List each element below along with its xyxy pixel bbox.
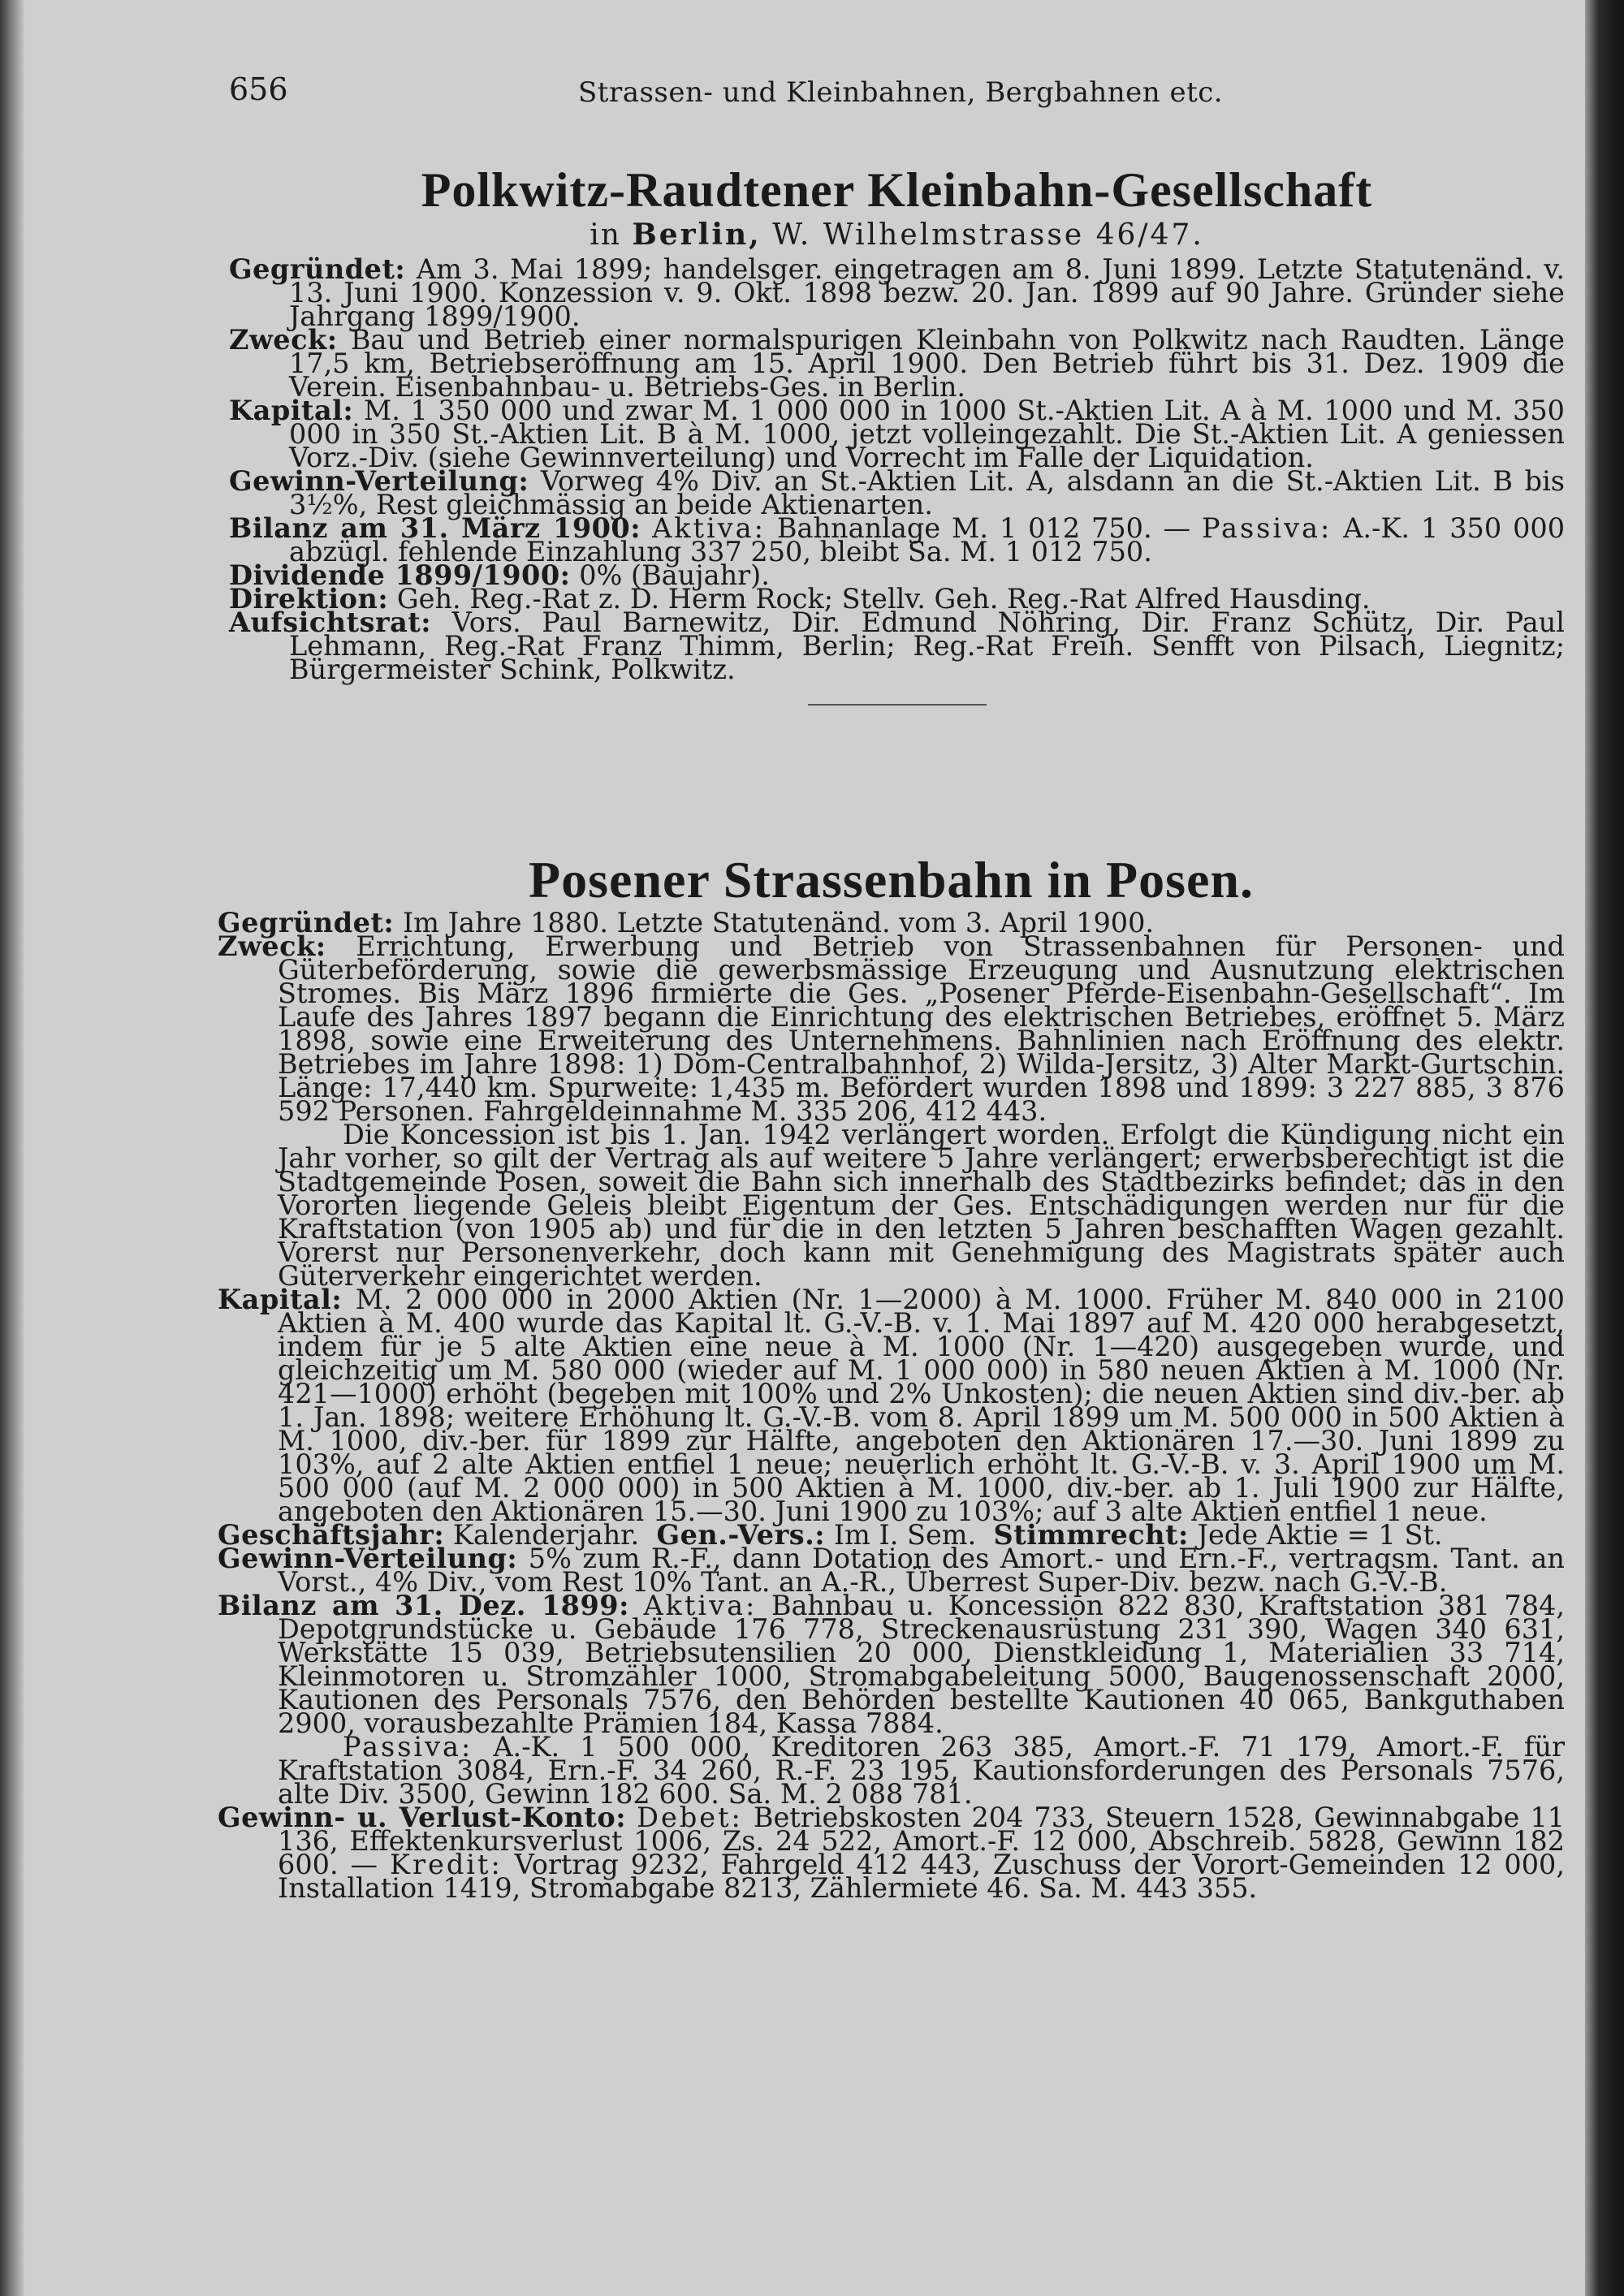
- field-bilanz-passiva: [218, 1731, 1565, 1810]
- label-gewinn-verteilung: Gewinn-Verteilung:: [229, 465, 529, 497]
- entry-body-polkwitz: [229, 253, 1566, 685]
- text-debet: Betriebskosten 204 733, Steuern 1528, Gewinnabgabe 11 136, Effektenkursverlust 1006, Zs. 24 522, Amort.-F. 12 000, Abschreib. 5828, Gewinn 182 600. —: [278, 1802, 1566, 1880]
- text-direktion: Geh. Reg.-Rat z. D. Herm Rock; Stellv. Geh. Reg.-Rat Alfred Hausding.: [396, 583, 1371, 615]
- label-kapital: Kapital:: [218, 1284, 343, 1315]
- label-gen-vers: Gen.-Vers.:: [656, 1519, 826, 1551]
- entry-posen: [218, 851, 1566, 1904]
- label-debet: Debet:: [637, 1802, 743, 1833]
- label-kredit: Kredit:: [389, 1849, 503, 1880]
- field-bilanz: [218, 1590, 1565, 1739]
- label-bilanz: Bilanz am 31. März 1900:: [229, 512, 641, 544]
- text-gen-vers: Im I. Sem.: [833, 1519, 977, 1551]
- running-head-title: Strassen- und Kleinbahnen, Bergbahnen etc.: [578, 76, 1224, 109]
- scan-edge-right: [1585, 0, 1624, 2296]
- entry-polkwitz: [229, 162, 1565, 727]
- label-gegruendet: Gegründet:: [229, 253, 406, 285]
- company-title-polkwitz: Polkwitz-Raudtener Kleinbahn-Gesellschaft: [421, 163, 1373, 217]
- text-gewinn-verteilung: 5% zum R.-F., dann Dotation des Amort.- und Ern.-F., vertragsm. Tant. an Vorst., 4% Div., vom Rest 10% Tant. an A.-R., Überrest Super-Div. bezw. nach G.-V.-B.: [278, 1543, 1565, 1598]
- section-divider: [808, 704, 987, 706]
- label-geschaeftsjahr: Geschäftsjahr:: [218, 1519, 445, 1551]
- label-zweck: Zweck:: [229, 324, 338, 356]
- text-stimmrecht: Jede Aktie = 1 St.: [1197, 1519, 1443, 1551]
- field-zweck-koncession: Die Koncession ist bis 1. Jan. 1942 verlängert worden. Erfolgt die Kündigung nicht ein Jahr vorher, so gilt der Vertrag als auf weitere 5 Jahre verlängert; erwerbsberechtigt ist die Stadtgemeinde Posen, soweit die Bahn sich innerhalb des Stadtbezirks befindet; das in den Vororten liegende Geleis bleibt Eigentum der Ges. Entschädigungen werden nur für die Kraftstation (von 1905 ab) und für die in den letzten 5 Jahren beschafften Wagen gezahlt. Vorerst nur Personenverkehr, doch kann mit Genehmigung des Magistrats später auch Güterverkehr eingerichtet werden.: [278, 1119, 1565, 1292]
- label-gewinn-verteilung: Gewinn-Verteilung:: [218, 1543, 518, 1574]
- field-bilanz: [229, 512, 1566, 568]
- field-gewinn-verlust-konto: [218, 1802, 1566, 1904]
- label-passiva: Passiva:: [343, 1731, 473, 1763]
- running-head: [213, 71, 1565, 120]
- field-kapital: [229, 395, 1565, 473]
- scan-edge-left: [0, 0, 24, 2296]
- entry-body-posen: [218, 907, 1566, 1904]
- label-aufsichtsrat: Aufsichtsrat:: [229, 606, 432, 638]
- text-geschaeftsjahr: Kalenderjahr.: [452, 1519, 640, 1551]
- field-gegruendet: [229, 253, 1565, 332]
- text-gegruendet: Im Jahre 1880. Letzte Statutenänd. vom 3. April 1900.: [402, 907, 1155, 939]
- location-prefix: in: [590, 218, 621, 252]
- text-aufsichtsrat: Vors. Paul Barnewitz, Dir. Edmund Nöhring, Dir. Franz Schütz, Dir. Paul Lehmann, Reg.-Rat Franz Thimm, Berlin; Reg.-Rat Freih. Senfft von Pilsach, Liegnitz; Bürgermeister Schink, Polkwitz.: [289, 606, 1565, 685]
- field-gewinn-verteilung: [229, 465, 1566, 520]
- field-zweck: [229, 324, 1565, 403]
- page-number: 656: [229, 71, 288, 107]
- field-gewinn-verteilung: [218, 1543, 1565, 1598]
- text-kredit: Vortrag 9232, Fahrgeld 412 443, Zuschuss der Vorort-Gemeinden 12 000, Installation 1419, Stromabgabe 8213, Zählermiete 46. Sa. M. 443 355.: [278, 1849, 1565, 1904]
- document-page: [213, 0, 1565, 2296]
- label-aktiva: Aktiva:: [643, 1590, 758, 1621]
- text-zweck: Bau und Betrieb einer normalspurigen Kleinbahn von Polkwitz nach Raudten. Länge 17,5 km, Betriebseröffnung am 15. April 1900. Den Betrieb führt bis 31. Dez. 1909 die Verein. Eisenbahnbau- u. Betriebs-Ges. in Berlin.: [289, 324, 1565, 403]
- label-zweck: Zweck:: [218, 930, 326, 962]
- text-bilanz-passiva: A.-K. 1 500 000, Kreditoren 263 385, Amort.-F. 71 179, Amort.-F. für Kraftstation 3084, Ern.-F. 34 260, R.-F. 23 195, Kautionsforderungen des Personals 7576, alte Div. 3500, Gewinn 182 600. Sa. M. 2 088 781.: [278, 1731, 1565, 1810]
- location-address: W. Wilhelmstrasse 46/47.: [772, 218, 1204, 252]
- text-gegruendet: Am 3. Mai 1899; handelsger. eingetragen am 8. Juni 1899. Letzte Statutenänd. v. 13. Juni 1900. Konzession v. 9. Okt. 1898 bezw. 20. Jan. 1899 auf 90 Jahre. Gründer siehe Jahrgang 1899/1900.: [289, 253, 1565, 332]
- label-bilanz: Bilanz am 31. Dez. 1899:: [218, 1590, 629, 1621]
- field-aufsichtsrat: [229, 606, 1565, 685]
- label-aktiva: Aktiva:: [652, 512, 766, 544]
- text-bilanz-passiva: A.-K. 1 350 000 abzügl. fehlende Einzahlung 337 250, bleibt Sa. M. 1 012 750.: [289, 512, 1566, 568]
- company-location: [229, 218, 1565, 252]
- label-passiva: Passiva:: [1201, 512, 1332, 544]
- text-kapital: M. 1 350 000 und zwar M. 1 000 000 in 1000 St.-Aktien Lit. A à M. 1000 und M. 350 000 in 350 St.-Aktien Lit. B à M. 1000, jetzt volleingezahlt. Die St.-Aktien Lit. A geniessen Vorz.-Div. (siehe Gewinnverteilung) und Vorrecht im Falle der Liquidation.: [289, 395, 1565, 473]
- field-zweck: [218, 930, 1565, 1127]
- label-gegruendet: Gegründet:: [218, 907, 395, 939]
- location-city: Berlin,: [632, 218, 762, 252]
- text-gewinn-verteilung: Vorweg 4% Div. an St.-Aktien Lit. A, alsdann an die St.-Aktien Lit. B bis 3½%, Rest gleichmässig an beide Aktienarten.: [289, 465, 1566, 520]
- company-title-posen: Posener Strassenbahn in Posen.: [529, 851, 1254, 908]
- label-kapital: Kapital:: [229, 395, 354, 426]
- field-kapital: [218, 1284, 1565, 1527]
- text-dividende: 0% (Baujahr).: [579, 559, 770, 591]
- text-kapital: M. 2 000 000 in 2000 Aktien (Nr. 1—2000) à M. 1000. Früher M. 840 000 in 2100 Aktien à M. 400 wurde das Kapital lt. G.-V.-B. v. 1. Mai 1897 auf M. 420 000 herabgesetzt, indem für je 5 alte Aktien eine neue à M. 1000 (Nr. 1—420) ausgegeben wurde, und gleichzeitig um M. 580 000 (wieder auf M. 1 000 000) in 580 neuen Aktien à M. 1000 (Nr. 421—1000) erhöht (begeben mit 100% und 2% Unkosten); die neuen Aktien sind div.-ber. ab 1. Jan. 1898; weitere Erhöhung lt. G.-V.-B. vom 8. April 1899 um M. 500 000 in 500 Aktien à M. 1000, div.-ber. für 1899 zur Hälfte, angeboten den Aktionären 17.—30. Juni 1899 zu 103%, auf 2 alte Aktien entfiel 1 neue; neuerlich erhöht lt. G.-V.-B. v. 3. April 1900 um M. 500 000 (auf M. 2 000 000) in 500 Aktien à M. 1000, div.-ber. ab 1. Juli 1900 zur Hälfte, angeboten den Aktionären 15.—30. Juni 1900 zu 103%; auf 3 alte Aktien entfiel 1 neue.: [278, 1284, 1565, 1527]
- label-gewinn-verlust-konto: Gewinn- u. Verlust-Konto:: [218, 1802, 627, 1833]
- text-zweck: Errichtung, Erwerbung und Betrieb von Strassenbahnen für Personen- und Güterbeförderung, sowie die gewerbsmässige Erzeugung und Ausnutzung elektrischen Stromes. Bis März 1896 firmierte die Ges. „Posener Pferde-Eisenbahn-Gesellschaft“. Im Laufe des Jahres 1897 begann die Einrichtung des elektrischen Betriebes, eröffnet 5. März 1898, sowie eine Erweiterung des Unternehmens. Bahnlinien nach Eröffnung des elektr. Betriebes im Jahre 1898: 1) Dom-Centralbahnhof, 2) Wilda-Jersitz, 3) Alter Markt-Gurtschin. Länge: 17,440 km. Spurweite: 1,435 m. Befördert wurden 1898 und 1899: 3 227 885, 3 876 592 Personen. Fahrgeldeinnahme M. 335 206, 412 443.: [278, 930, 1565, 1127]
- text-bilanz-aktiva: Bahnanlage M. 1 012 750. —: [776, 512, 1191, 544]
- label-stimmrecht: Stimmrecht:: [993, 1519, 1189, 1551]
- label-direktion: Direktion:: [229, 583, 389, 615]
- text-bilanz-aktiva: Bahnbau u. Koncession 822 830, Kraftstation 381 784, Depotgrundstücke u. Gebäude 176 778, Streckenausrüstung 231 390, Wagen 340 631, Werkstätte 15 039, Betriebsutensilien 20 000, Dienstkleidung 1, Materialien 33 714, Kleinmotoren u. Stromzähler 1000, Stromabgabeleitung 5000, Baugenossenschaft 2000, Kautionen des Personals 7576, den Behörden bestellte Kautionen 40 065, Bankguthaben 2900, vorausbezahlte Prämien 184, Kassa 7884.: [278, 1590, 1565, 1739]
- label-dividende: Dividende 1899/1900:: [229, 559, 571, 591]
